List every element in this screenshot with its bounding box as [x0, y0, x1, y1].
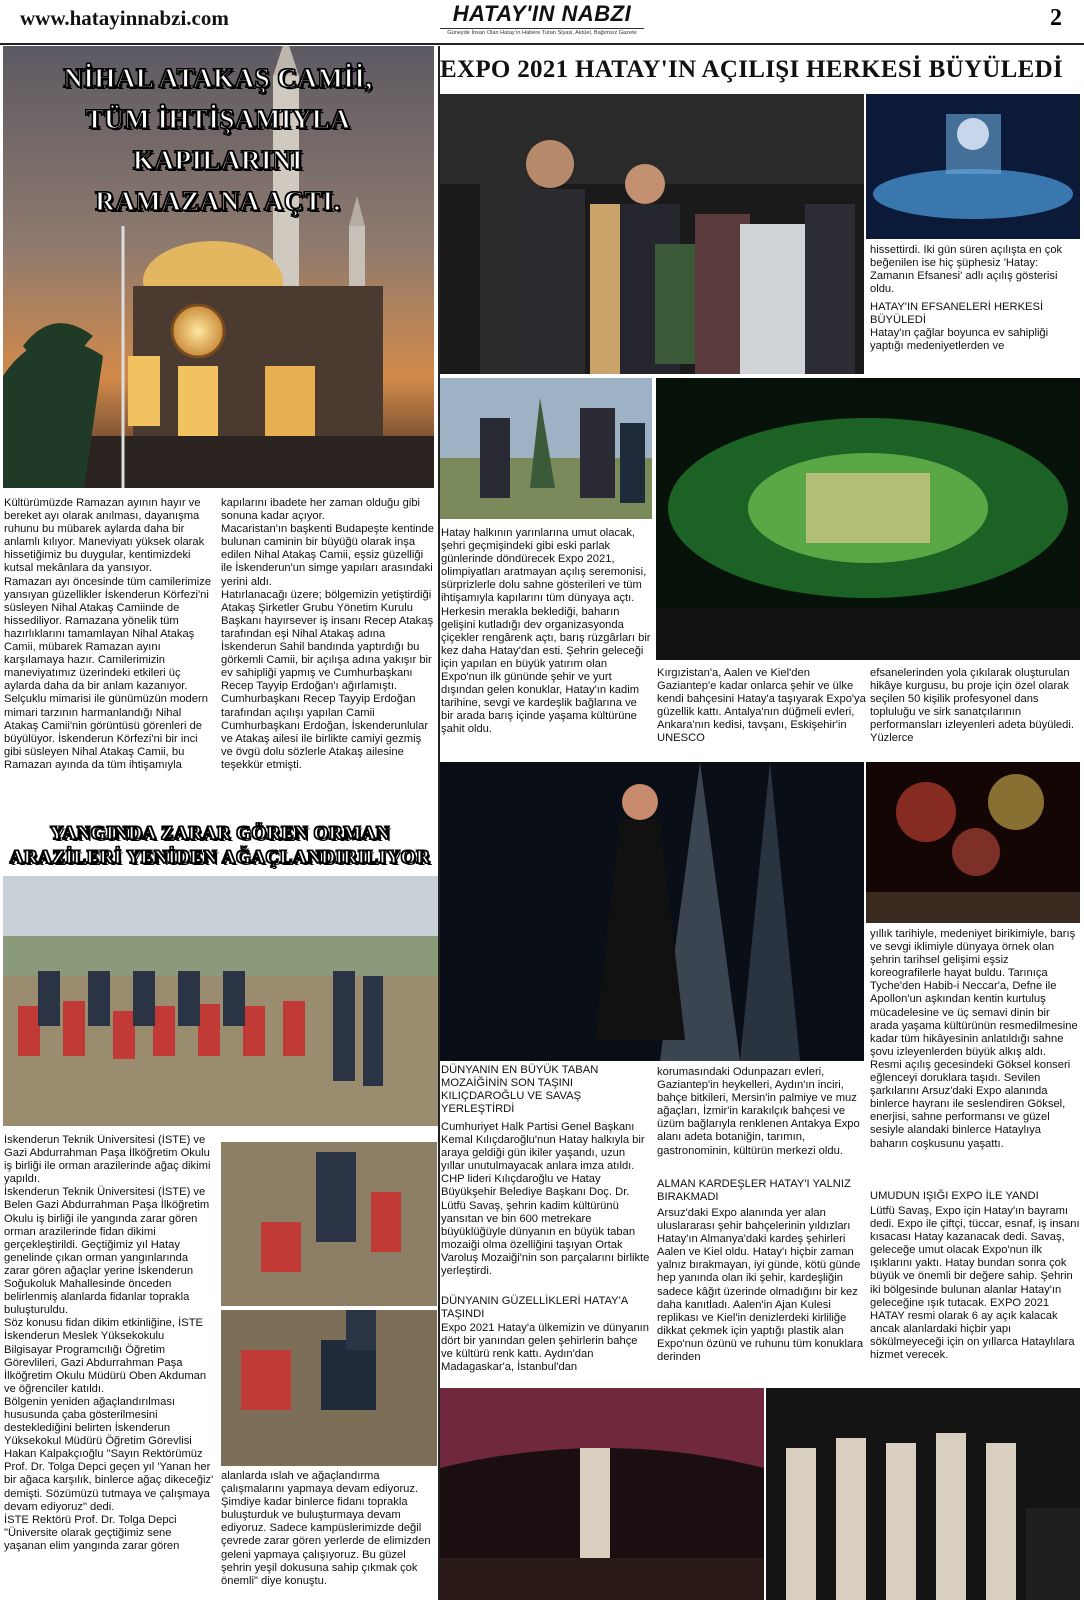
mosque-text-col1: Kültürümüzde Ramazan ayının hayır ve bereket ayı olarak anılması, dayanışma ruhunu bu mübarek aylarda daha bir anlamlı kılıyor. Maneviyatı yüksek olarak hissetiğimiz bu duygular, kentimizdeki kutsal mekânlara da yansıyor. Ramazan ayı öncesinde tüm camilerimize yansıyan güzellikler İskenderun Körfezi'ni süsleyen Nihal Atakaş Camiinde de hissediliyor. Ramazana yönelik tüm hazırlıklarını tamamlayan Nihal Atakaş Camii, mübarek Ramazan ayını karşılamaya hazır. Camilerimizin maneviyatımız üzerindeki etkileri üç aylarda daha da bir anlam kazanıyor. Selçuklu mimarisi ile günümüzün modern mimari tarzının harmanlandığı Nihal Atakaş Camii'nin görüntüsü görenleri de büyülüyor. İskenderun Körfezi'ni bir inci gibi süsleyen Nihal Atakaş Camii, bu Ramazan ayında da tüm ihtişamıyla — [4, 497, 212, 771]
expo-german-subheading: ALMAN KARDEŞLER HATAY'I YALNIZ BIRAKMADI — [657, 1178, 851, 1204]
expo-text-colC: efsanelerinden yola çıkılarak oluşturulan hikâye kurgusu, bu proje için özel olarak seçilen 50 kişilik profesyonel dans topluluğu ve sirk sanatçılarının performansları izleyenleri adeta büyüledi. Yüzlerce — [870, 667, 1074, 745]
expo-right-top-text: hissettirdi. İki gün süren açılışta en çok beğenilen ise hiç şüphesiz 'Hatay: Zamanın Efsanesi' adlı açılış gösterisi oldu. — [870, 244, 1063, 296]
expo-beauty-subheading: DÜNYANIN GÜZELLİKLERİ HATAY'A TAŞINDI — [441, 1295, 628, 1321]
expo-hope-subheading: UMUDUN IŞIĞI EXPO İLE YANDI — [870, 1190, 1039, 1202]
expo-concert-photo — [440, 762, 864, 1061]
expo-text-colA: Hatay halkının yarınlarına umut olacak, şehri geçmişindeki gibi eski parlak günlerinde döndürecek Expo 2021, olimpiyatları aratmayan açılış seremonisi, sürprizlerle dolu sahne gösterileri ve tüm ihtişamıyla kapılarını tüm dünyaya açtı. Herkesin merakla beklediği, baharın gelişini kutladığı dev organizasyonda çiçekler rengârenk açtı, barış rüzgârları bir kez daha Hatay'dan esti. Şehrin geleceği için yapılan en büyük yatırım olan Expo'nun ilk gününde şehir ve yurt dışından gelen konuklar, Hatay'ın kadim tarihine, sevgi ve kardeşlik bağlarına ve bir arada barış içinde yaşama kültürüne şahit oldu. — [441, 527, 651, 736]
forest-text-col2: alanlarda ıslah ve ağaçlandırma çalışmalarını yapmaya devam ediyoruz. Şimdiye kadar binlerce fidanı toprakla buluşturduk ve buluşturmaya devam ediyoruz. Sadece kampüslerimizde değil çevrede zarar gören yerlerde de elimizden geleni yapmaya çalışıyoruz. Bu güzel şehrin yeşil dokusuna sahip çıkmak çok önemli" diye konuştu. — [221, 1470, 431, 1587]
expo-tree-planting-photo — [440, 378, 652, 519]
expo-right-top-text-2: Hatay'ın çağlar boyunca ev sahipliği yaptığı medeniyetlerden ve — [870, 327, 1049, 353]
expo-mosaic-text: Cumhuriyet Halk Partisi Genel Başkanı Kemal Kılıçdaroğlu'nun Hatay halkıyla bir araya geldiği gün ikiler yaşandı, uzun yıllar unutulmayacak anlara imza atıldı. CHP lideri Kılıçdaroğlu ve Hatay Büyükşehir Belediye Başkanı Doç. Dr. Lütfü Savaş, şehrin kadim kültürünü yansıtan ve bin 600 metrekare büyüklüğüyle dünyanın en büyük taban mozaiği olma özelliğini taşıyan Ortak Varoluş Mozaiği'nin son parçalarını birlikte yerleştirdi. — [441, 1121, 650, 1278]
forest-planting-photo-1 — [221, 1142, 437, 1306]
expo-light-show-photo — [656, 378, 1080, 660]
expo-text-colB: Kırgızistan'a, Aalen ve Kiel'den Gaziantep'e kadar onlarca şehir ve ülke kendi bahçesini Hatay'a taşıyarak Expo'ya güzellik kattı. Antalya'nın düğmeli evleri, Ankara'nın kedisi, tavşanı, Eskişehir'in UNESCO — [657, 667, 866, 745]
mosque-text-col2: kapılarını ibadete her zaman olduğu gibi sonuna kadar açıyor. Macaristan'ın başkenti Budapeşte kentinde bulunan caminin bir büyüğü olarak inşa edilen Nihal Atakaş Camii, eşsiz güzelliği ile İskenderun'un simge yapıları arasındaki yerini aldı. Hatırlanacağı üzere; bölgemizin yetiştirdiği Atakaş Şirketler Grubu Yönetim Kurulu Başkanı hayırsever iş insanı Recep Atakaş tarafından eşi Nihal Atakaş adına İskenderun Sahil bandında yaptırdığı bu görkemli Camii, bir açılışa adına yakışır bir ev sahipliği yapmış ve Cumhurbaşkanı Recep Tayyip Erdoğan'ı ağırlamıştı. Cumhurbaşkanı Recep Tayyip Erdoğan tarafından açılışı yapılan Camii Cumhurbaşkanı Erdoğan, İskenderunlular ve Atakaş ailesi ile birlikte camiyi gezmiş ve övgü dolu sözlerle Atakaş ailesine teşekkür etmişti. — [221, 497, 434, 771]
expo-legends-subheading: HATAY'IN EFSANELERİ HERKESİ BÜYÜLEDİ — [870, 301, 1044, 327]
expo-dance-photo — [440, 1388, 764, 1600]
logo-tagline: Güneyde İnsan Olan Hatay'ın Habere Tutan Siyasi, Aktüel, Bağımsız Gazete — [440, 28, 644, 36]
mosque-photo — [3, 46, 434, 488]
forest-title: YANGINDA ZARAR GÖREN ORMAN ARAZİLERİ YENİDEN AĞAÇLANDIRILIYOR — [9, 823, 431, 868]
logo-name: HATAY'IN NABZI — [452, 1, 632, 26]
newspaper-logo — [440, 2, 644, 42]
expo-text-colF: yıllık tarihiyle, medeniyet birikimiyle, barış ve sevgi iklimiyle dünyaya örnek olan şehrin tarihsel gelişimi eşsiz koreografilerle hayat buldu. Tarınıça Tyche'den Habib-i Neccar'a, Defne ile Apollon'un aşkından kentin kurtuluş mücadelesine ve üç semavi dinin bir arada yaşama kültürünün resmedilmesine kadar tüm hikâyesinin anlatıldığı sahne şovu izleyenlerden büyük alkış aldı. Resmi açılış gecesindeki Göksel konseri eğlenceyi doruklara taşıdı. Sevilen şarkılarını Arsuz'daki Expo alanında binlerce hayranı ile seslendiren Göksel, enerjisi, sahne performansı ve güzel sesiyle alandaki binlerce Hataylıya baharın coşkusunu yaşattı. — [870, 928, 1078, 1150]
header-rule — [0, 43, 1084, 45]
page-number: 2 — [1050, 5, 1062, 31]
expo-german-text: Arsuz'daki Expo alanında yer alan uluslararası şehir bahçelerinin yıldızları Hatay'ın Almanya'daki kardeş şehirleri Aalen ve Kiel oldu. Hatay'ı hiçbir zaman yalnız bırakmayan, iyi günde, kötü günde hep yanında olan iki şehir, kardeşliğin sadece kâğıt üzerinde olmadığını bir kez daha kanıtladı. Aalen'in Ajan Kulesi replikası ve Kiel'in denizlerdeki kirliliğe dikkat çekmek için yaptığı plastik alan Expo'nun özünü ve ruhunu tüm konuklara derinden — [657, 1207, 864, 1364]
expo-title: EXPO 2021 HATAY'IN AÇILIŞI HERKESİ BÜYÜLEDİ — [440, 56, 1063, 83]
site-url[interactable]: www.hatayinnabzi.com — [20, 6, 229, 30]
expo-mosaic-subheading: DÜNYANIN EN BÜYÜK TABAN MOZAİĞİNİN SON TAŞINI KILIÇDAROĞLU VE SAVAŞ YERLEŞTİRDİ — [441, 1064, 599, 1116]
expo-text-colE: korumasındaki Odunpazarı evleri, Gaziantep'in heykelleri, Aydın'ın inciri, bahçe bitkileri, Mersin'in palmiye ve muz ağaçları, İzmir'in karakılçık bahçesi ve üzüm bağlarıyla renklenen Antakya Expo alanı adeta botaniğin, tarımın, gastronominin, kültürün merkezi oldu. — [657, 1066, 860, 1157]
forest-text-col1: İskenderun Teknik Üniversitesi (İSTE) ve Gazi Abdurrahman Paşa İlköğretim Okulu iş birliği ile orman arazilerinde ağaç dikimi yapıldı. İskenderun Teknik Üniversitesi (İSTE) ve Belen Gazi Abdurrahman Paşa İlköğretim Okulu iş birliği ile yangında zarar gören orman arazilerinde fidan dikimi gerçekleştirildi. Geçtiğimiz yıl Hatay genelinde çıkan orman yangınlarında zarar gören ağaçlar yerine İskenderun Soğukoluk Mahallesinde önceden belirlenmiş alanlarda fidanlar toprakla buluşturuldu. Söz konusu fidan dikim etkinliğine, İSTE İskenderun Meslek Yüksekokulu Bilgisayar Programcılığı Öğretim Görevlileri, Gazi Abdurrahman Paşa İlköğretim Okulu Müdürü Oben Akduman ve öğrenciler katıldı. Bölgenin yeniden ağaçlandırılması hususunda çaba gösterilmesini desteklediğini belirten İskenderun Yüksekokul Müdürü Öğretim Görevlisi Hakan Kalpakçıoğlu "Sayın Rektörümüz Prof. Dr. Tolga Depci geçen yıl 'Yanan her bir ağaca karşılık, binlerce ağaç dikeceğiz' demişti. Sözümüzü tutmaya ve çalışmaya devam ediyoruz" dedi. İSTE Rektörü Prof. Dr. Tolga Depci "Üniversite olarak geçtiğimiz sene yaşanan elim yangında zarar gören — [4, 1134, 214, 1552]
expo-stage-photo — [866, 94, 1080, 239]
expo-fireworks-photo — [866, 762, 1080, 923]
expo-beauty-text: Expo 2021 Hatay'a ülkemizin ve dünyanın dört bir yanından gelen şehirlerin bahçe ve kültürü renk kattı. Aydın'dan Madagaskar'a, İstanbul'dan — [441, 1322, 649, 1374]
forest-planting-photo-2 — [221, 1310, 437, 1466]
forest-group-photo — [3, 876, 439, 1126]
expo-dignitaries-photo — [440, 94, 864, 374]
expo-choir-photo — [766, 1388, 1080, 1600]
mosque-title: NİHAL ATAKAŞ CAMİİ, TÜM İHTİŞAMIYLA KAPILARINI RAMAZANA AÇTI. — [63, 63, 373, 216]
expo-hope-text: Lütfü Savaş, Expo için Hatay'ın bayramı dedi. Expo ile çiftçi, tüccar, esnaf, iş insanı kısacası Hatay kazanacak dedi. Savaş, geleceğe umut olacak Expo'nun ilk ışıklarını yaktı. Hatay bundan sonra çok büyük ve önemli bir değere sahip. Şehrin iki bölgesinde bulunan alanlar Hatay'ın geleceğine ışık tutacak. EXPO 2021 HATAY resmi olarak 6 ay açık kalacak ancak alanlardaki hiçbir yapı sökülmeyeceği için on yıllarca Hataylılara hizmet verecek. — [870, 1205, 1080, 1362]
